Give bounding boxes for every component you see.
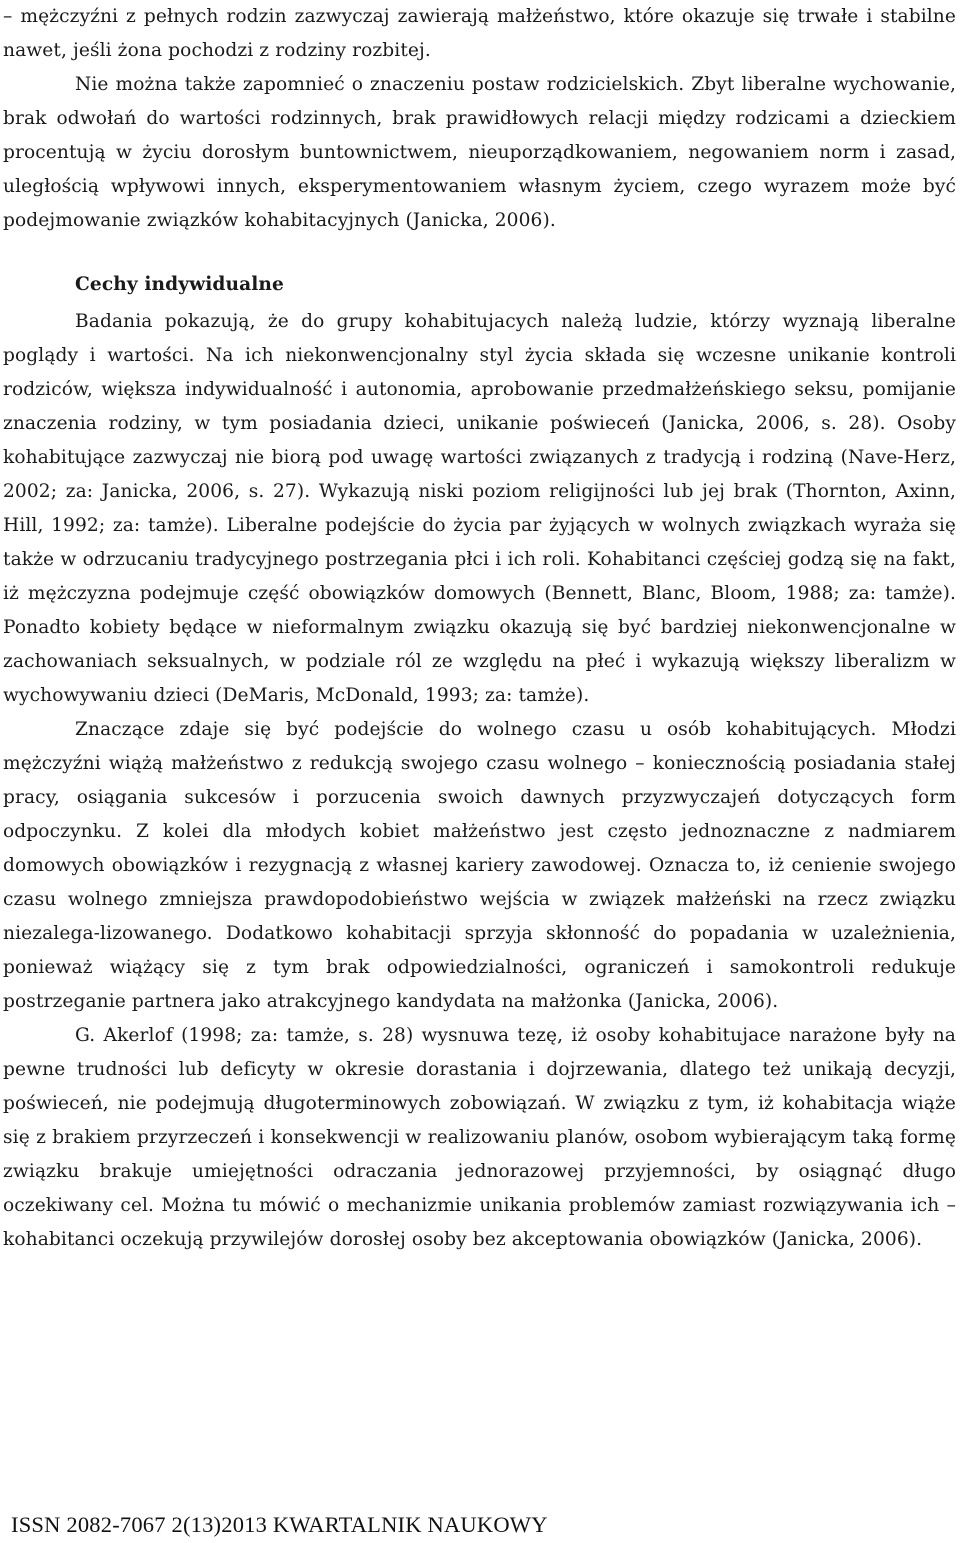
journal-footer: ISSN 2082-7067 2(13)2013 KWARTALNIK NAUKOWY (11, 1512, 548, 1537)
paragraph-individual-traits: Badania pokazują, że do grupy kohabitujacych należą ludzie, którzy wyznają liberalne poglądy i wartości. Na ich niekonwencjonalny styl życia składa się wczesne unikanie kontroli rodziców, większa indywidualność i autonomia, aprobowanie przedmałżeńskiego seksu, pomijanie znaczenia rodziny, w tym posiadania dzieci, unikanie poświeceń (Janicka, 2006, s. 28). Osoby kohabitujące zazwyczaj nie biorą pod uwagę wartości związanych z tradycją i rodziną (Nave-Herz, 2002; za: Janicka, 2006, s. 27). Wykazują niski poziom religijności lub jej brak (Thornton, Axinn, Hill, 1992; za: tamże). Liberalne podejście do życia par żyjących w wolnych związkach wyraża się także w odrzucaniu tradycyjnego postrzegania płci i ich roli. Kohabitanci częściej godzą się na fakt, iż mężczyzna podejmuje część obowiązków domowych (Bennett, Blanc, Bloom, 1988; za: tamże). Ponadto kobiety będące w nieformalnym związku okazują się być bardziej niekonwencjonalne w zachowaniach seksualnych, w podziale ról ze względu na płeć i wykazują większy liberalizm w wychowywaniu dzieci (DeMaris, McDonald, 1993; za: tamże). (3, 311, 956, 706)
section-heading: Cechy indywidualne (75, 274, 284, 295)
paragraph-parental-attitudes: Nie można także zapomnieć o znaczeniu postaw rodzicielskich. Zbyt liberalne wychowanie, brak odwołań do wartości rodzinnych, brak prawidłowych relacji między rodzicami a dzieckiem procentują w życiu dorosłym buntownictwem, nieuporządkowaniem, negowaniem norm i zasad, uległością wpływowi innych, eksperymentowaniem własnym życiem, czego wyrazem może być podejmowanie związków kohabitacyjnych (Janicka, 2006). (3, 74, 956, 231)
paragraph-free-time: Znaczące zdaje się być podejście do wolnego czasu u osób kohabitujących. Młodzi mężczyźni wiążą małżeństwo z redukcją swojego czasu wolnego – koniecznością posiadania stałej pracy, osiągania sukcesów i porzucenia swoich dawnych przyzwyczajeń dotyczących form odpoczynku. Z kolei dla młodych kobiet małżeństwo jest często jednoznaczne z nadmiarem domowych obowiązków i rezygnacją z własnej kariery zawodowej. Oznacza to, iż cenienie swojego czasu wolnego zmniejsza prawdopodobieństwo wejścia w związek małżeński na rzecz związku niezalega-lizowanego. Dodatkowo kohabitacji sprzyja skłonność do popadania w uzależnienia, ponieważ wiążący się z tym brak odpowiedzialności, ograniczeń i samokontroli redukuje postrzeganie partnera jako atrakcyjnego kandydata na małżonka (Janicka, 2006). (3, 719, 956, 1012)
paragraph-continuation: – mężczyźni z pełnych rodzin zazwyczaj zawierają małżeństwo, które okazuje się trwałe i stabilne nawet, jeśli żona pochodzi z rodziny rozbitej. (3, 6, 956, 61)
article-body (3, 0, 956, 1257)
paragraph-akerlof: G. Akerlof (1998; za: tamże, s. 28) wysnuwa tezę, iż osoby kohabitujace narażone były na pewne trudności lub deficyty w okresie dorastania i dojrzewania, dlatego też unikają decyzji, poświeceń, nie podejmują długoterminowych zobowiązań. W związku z tym, iż kohabitacja wiąże się z brakiem przyrzeczeń i konsekwencji w realizowaniu planów, osobom wybierającym taką formę związku brakuje umiejętności odraczania jednorazowej przyjemności, by osiągnąć długo oczekiwany cel. Można tu mówić o mechanizmie unikania problemów zamiast rozwiązywania ich – kohabitanci oczekują przywilejów dorosłej osoby bez akceptowania obowiązków (Janicka, 2006). (3, 1025, 956, 1250)
